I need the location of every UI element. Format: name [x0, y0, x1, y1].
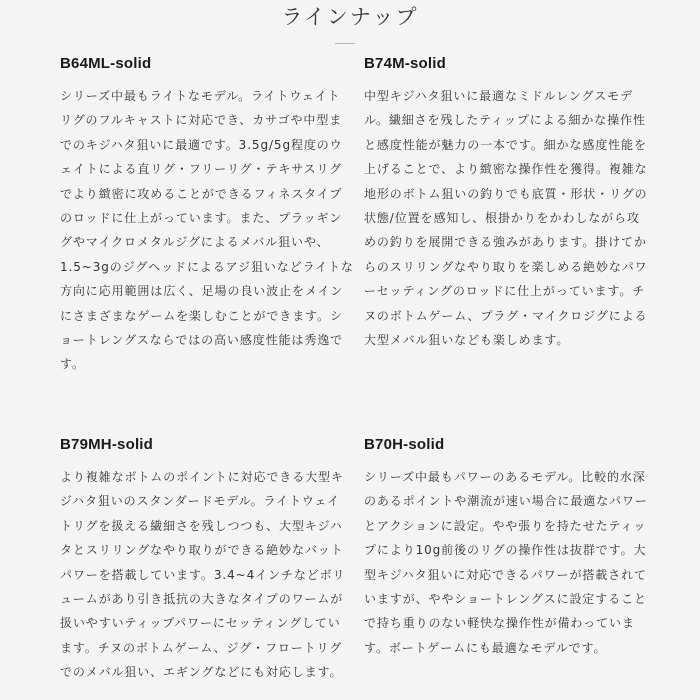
description-line: でのキジハタ狙いに最適です。3.5g/5g程度のウ	[60, 137, 343, 152]
description-line: す。ボートゲームにも最適なモデルです。	[364, 640, 607, 655]
model-name: B64ML-solid	[60, 55, 152, 72]
description-line: 扱いやすいティップパワーにセッティングしてい	[60, 616, 341, 631]
description-line: ェイトによる直リグ・フリーリグ・テキサスリグ	[60, 162, 343, 177]
description-line: 上げることで、より緻密な操作性を獲得。複雑な	[364, 162, 648, 177]
description-line: ーセッティングのロッドに仕上がっています。チ	[364, 284, 646, 299]
model-card-b74m	[364, 52, 656, 352]
description-line: 1.5~3gのジグヘッドによるアジ狙いなどライトな	[60, 259, 354, 274]
description-line: ュームがあり引き抵抗の大きなタイプのワームが	[60, 592, 344, 607]
model-description	[364, 465, 656, 660]
model-name: B79MH-solid	[60, 436, 154, 453]
description-line: ます。チヌのボトムゲーム、ジグ・フロートリグ	[60, 640, 343, 655]
description-line: リグのフルキャストに対応でき、カサゴや中型ま	[60, 113, 343, 128]
model-description	[60, 465, 352, 685]
model-card-b70h	[364, 433, 656, 660]
description-line: ヌのボトムゲーム、プラグ・マイクロジグによる	[364, 308, 648, 323]
description-line: グやマイクロメタルジグによるメバル狙いや、	[60, 235, 330, 250]
description-line: とアクションに設定。やや張りを持たせたティッ	[364, 518, 647, 533]
description-line: す。	[60, 357, 85, 372]
description-line: 型キジハタ狙いに対応できるパワーが搭載されて	[364, 567, 647, 582]
description-line: いますが、ややショートレングスに設定すること	[364, 592, 647, 607]
description-line: で持ち重りのない軽快な操作性が備わっていま	[364, 616, 635, 631]
page-title: ラインナップ	[281, 5, 419, 29]
description-line: 状態/位置を感知し、根掛かりをかわしながら攻	[364, 211, 640, 226]
description-line: より複雑なボトムのポイントに対応できる大型キ	[60, 470, 344, 484]
model-card-b79mh	[60, 433, 352, 685]
description-line: 方向に応用範囲は広く、足場の良い波止をメイン	[60, 284, 344, 299]
description-line: パワーを搭載しています。3.4~4インチなどボリ	[60, 567, 346, 582]
description-line: でより緻密に攻めることができるフィネスタイプ	[60, 186, 343, 201]
description-line: のロッドに仕上がっています。また、プラッギン	[60, 211, 343, 226]
description-line: 中型キジハタ狙いに最適なミドルレングスモデ	[364, 89, 633, 103]
description-line: シリーズ中最もパワーのあるモデル。比較的水深	[364, 470, 646, 484]
description-line: らのスリリングなやり取りを楽しめる絶妙なパワ	[364, 259, 648, 274]
description-line: プにより10g前後のリグの操作性は抜群です。大	[364, 543, 647, 558]
title-divider	[335, 43, 355, 44]
description-line: にさまざまなゲームを楽しむことができます。シ	[60, 308, 343, 323]
description-line: ジハタ狙いのスタンダードモデル。ライトウェイ	[60, 494, 341, 509]
description-line: 大型メバル狙いなども楽しめます。	[364, 333, 570, 348]
description-line: めの釣りを展開できる強みがあります。掛けてか	[364, 235, 647, 250]
model-card-b64ml	[60, 52, 352, 377]
model-description	[364, 84, 656, 352]
model-name: B70H-solid	[364, 436, 445, 453]
description-line: ョートレングスならではの高い感度性能は秀逸で	[60, 333, 344, 348]
description-line: でのメバル狙い、エギングなどにも対応します。	[60, 665, 343, 680]
description-line: のあるポイントや潮流が速い場合に最適なパワー	[364, 494, 648, 509]
description-line: トリグを扱える繊細さを残しつつも、大型キジハ	[60, 518, 343, 533]
description-line: タとスリリングなやり取りができる絶妙なバット	[60, 543, 344, 558]
description-line: ル。繊細さを残したティップによる細かな操作性	[364, 113, 646, 128]
description-line: 地形のボトム狙いの釣りでも底質・形状・リグの	[364, 186, 648, 201]
description-line: シリーズ中最もライトなモデル。ライトウェイト	[60, 89, 341, 103]
description-line: と感度性能が魅力の一本です。細かな感度性能を	[364, 137, 647, 152]
model-description	[60, 84, 352, 377]
model-name: B74M-solid	[364, 55, 447, 72]
